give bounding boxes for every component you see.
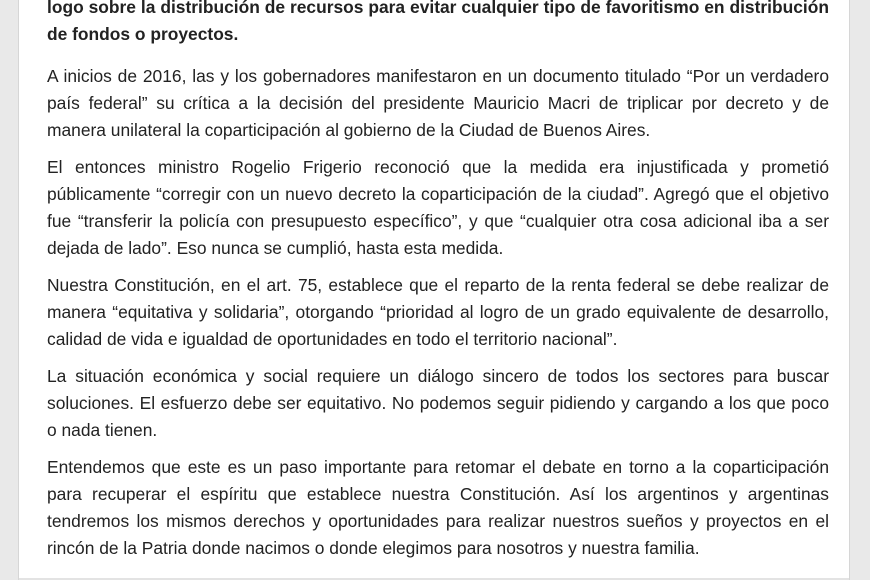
article-page <box>18 0 850 580</box>
article-paragraph: El entonces ministro Rogelio Frigerio reconoció que la medida era injustificada y prometió públicamente “corregir con un nuevo decreto la coparticipación de la ciudad”. Agregó que el objetivo fue “transferir la policía con presupuesto específico”, y que “cualquier otra cosa adicional iba a ser dejada de lado”. Eso nunca se cumplió, hasta esta medida. <box>47 157 829 258</box>
article-paragraph-bold: logo sobre la distribución de recursos para evitar cualquier tipo de favoritismo en distribución de fondos o proyectos. <box>47 0 829 44</box>
article-paragraph: La situación económica y social requiere un diálogo sincero de todos los sectores para buscar soluciones. El esfuerzo debe ser equitativo. No podemos seguir pidiendo y cargando a los que poco o nada tienen. <box>47 366 829 440</box>
article-body <box>47 0 829 572</box>
article-paragraph: A inicios de 2016, las y los gobernadores manifestaron en un documento titulado “Por un verdadero país federal” su crítica a la decisión del presidente Mauricio Macri de triplicar por decreto y de manera unilateral la coparticipación al gobierno de la Ciudad de Buenos Aires. <box>47 66 829 140</box>
article-paragraph: Nuestra Constitución, en el art. 75, establece que el reparto de la renta federal se debe realizar de manera “equitativa y solidaria”, otorgando “prioridad al logro de un grado equivalente de desarrollo, calidad de vida e igualdad de oportunidades en todo el territorio nacional”. <box>47 275 829 349</box>
article-paragraph: Entendemos que este es un paso importante para retomar el debate en torno a la coparticipación para recuperar el espíritu que establece nuestra Constitución. Así los argentinos y argentinas tendremos los mismos derechos y oportunidades para realizar nuestros sueños y proyectos en el rincón de la Patria donde nacimos o donde elegimos para nosotros y nuestra familia. <box>47 457 829 558</box>
